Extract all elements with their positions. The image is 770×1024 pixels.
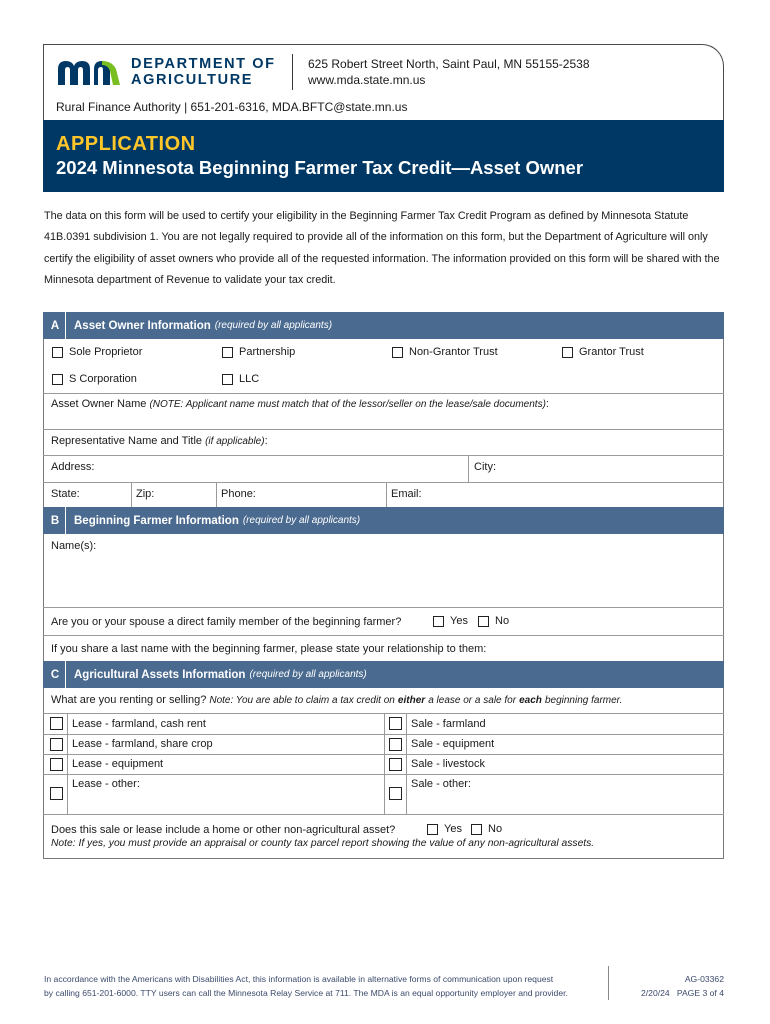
checkbox-partnership[interactable] [222, 346, 295, 358]
checkbox-lease-equipment[interactable] [50, 758, 63, 771]
address-street: 625 Robert Street North, Saint Paul, MN 55155-2538 [308, 57, 590, 71]
header-address [308, 56, 590, 88]
assets-question-text: What are you renting or selling? [51, 694, 207, 706]
rfa-contact: Rural Finance Authority | 651-201-6316, MDA.BFTC@state.mn.us [56, 100, 408, 114]
checkbox-label: Yes [444, 823, 462, 835]
checkbox-sole-proprietor[interactable] [52, 346, 142, 358]
divider [43, 482, 724, 483]
section-c-title: Agricultural Assets Information [74, 668, 246, 681]
checkbox-icon[interactable] [222, 347, 233, 358]
checkbox-s-corporation[interactable] [52, 373, 137, 385]
page-title: 2024 Minnesota Beginning Farmer Tax Credit—Asset Owner [56, 157, 584, 178]
checkbox-icon[interactable] [471, 824, 482, 835]
owner-name-label[interactable] [51, 398, 549, 410]
mda-logo [56, 56, 276, 88]
section-a-header [43, 312, 724, 339]
checkbox-label: Sole Proprietor [69, 346, 143, 358]
footer-date: 2/20/24 [641, 988, 670, 998]
divider [468, 455, 469, 482]
representative-text: Representative Name and Title [51, 435, 203, 447]
section-a-note: (required by all applicants) [214, 320, 333, 331]
checkbox-sale-livestock[interactable] [389, 758, 402, 771]
lease-share-crop-label: Lease - farmland, share crop [72, 738, 213, 750]
assets-question-either: either [397, 695, 426, 706]
state-field[interactable]: State: [51, 488, 80, 500]
relationship-field[interactable]: If you share a last name with the beginning farmer, please state your relationship to them: [51, 643, 487, 655]
divider [384, 713, 385, 814]
owner-name-text: Asset Owner Name [51, 398, 147, 410]
checkbox-family-no[interactable] [478, 615, 509, 627]
divider [43, 814, 724, 815]
logo-line-1: DEPARTMENT OF [131, 56, 276, 72]
assets-question-note-3: beginning farmer. [544, 695, 623, 706]
sale-farmland-label: Sale - farmland [411, 718, 486, 730]
divider [406, 713, 407, 814]
checkbox-sale-farmland[interactable] [389, 717, 402, 730]
title-band [43, 120, 724, 192]
representative-suffix: : [264, 435, 268, 447]
divider [131, 482, 132, 507]
checkbox-icon[interactable] [52, 347, 63, 358]
checkbox-icon[interactable] [52, 374, 63, 385]
checkbox-sale-other[interactable] [389, 787, 402, 800]
logo-divider [292, 54, 293, 90]
checkbox-home-no[interactable] [471, 823, 502, 835]
checkbox-icon[interactable] [392, 347, 403, 358]
section-a-letter: A [50, 319, 60, 332]
lease-equipment-label: Lease - equipment [72, 758, 164, 770]
divider [43, 393, 724, 394]
lease-cash-rent-label: Lease - farmland, cash rent [72, 718, 206, 730]
divider [43, 607, 724, 608]
sale-livestock-label: Sale - livestock [411, 758, 485, 770]
checkbox-family-yes[interactable] [433, 615, 468, 627]
section-c-separator [65, 661, 66, 688]
divider [216, 482, 217, 507]
section-c-letter: C [50, 668, 60, 681]
application-label: APPLICATION [56, 133, 196, 155]
divider [43, 635, 724, 636]
address-website[interactable]: www.mda.state.mn.us [308, 73, 426, 87]
footer-form-info [641, 972, 724, 1000]
checkbox-label: No [495, 615, 510, 627]
family-question: Are you or your spouse a direct family member of the beginning farmer? [51, 616, 402, 628]
section-b-header [43, 507, 724, 534]
mn-logo-icon [56, 57, 122, 87]
checkbox-icon[interactable] [222, 374, 233, 385]
owner-name-suffix: : [545, 398, 549, 410]
section-c-header [43, 661, 724, 688]
divider [43, 455, 724, 456]
lease-other-field[interactable]: Lease - other: [72, 778, 140, 790]
checkbox-lease-other[interactable] [50, 787, 63, 800]
section-a-title: Asset Owner Information [74, 319, 211, 332]
representative-note: (if applicable) [205, 436, 265, 447]
footer-divider [608, 966, 609, 1000]
checkbox-icon[interactable] [427, 824, 438, 835]
divider [67, 713, 68, 814]
assets-question [51, 694, 622, 706]
footer-page-number: PAGE 3 of 4 [676, 988, 724, 998]
checkbox-sale-equipment[interactable] [389, 738, 402, 751]
checkbox-lease-share-crop[interactable] [50, 738, 63, 751]
footer-date-page [641, 986, 724, 1000]
footer-line-2: by calling 651-201-6000. TTY users can call the Minnesota Relay Service at 711. The MDA is an equal opportunity employer and provider. [44, 988, 568, 998]
city-field[interactable]: City: [474, 461, 496, 473]
divider [386, 482, 387, 507]
checkbox-label: No [488, 823, 503, 835]
assets-question-note-1: Note: You are able to claim a tax credit on [209, 695, 395, 706]
footer-ada-notice [44, 972, 568, 1000]
names-field[interactable]: Name(s): [51, 540, 97, 552]
home-note: Note: If yes, you must provide an appraisal or county tax parcel report showing the value of any non-agricultural assets. [51, 838, 595, 849]
checkbox-label: Non-Grantor Trust [409, 346, 498, 358]
checkbox-label: Yes [450, 615, 468, 627]
zip-field[interactable]: Zip: [136, 488, 155, 500]
checkbox-icon[interactable] [562, 347, 573, 358]
section-b-title: Beginning Farmer Information [74, 514, 239, 527]
home-question: Does this sale or lease include a home or other non-agricultural asset? [51, 824, 396, 836]
checkbox-label: LLC [239, 373, 260, 385]
sale-equipment-label: Sale - equipment [411, 738, 495, 750]
section-a-separator [65, 312, 66, 339]
checkbox-lease-cash-rent[interactable] [50, 717, 63, 730]
email-field[interactable]: Email: [391, 488, 422, 500]
checkbox-label: Grantor Trust [579, 346, 644, 358]
section-b-note: (required by all applicants) [242, 515, 361, 526]
checkbox-label: S Corporation [69, 373, 137, 385]
checkbox-icon[interactable] [478, 616, 489, 627]
owner-name-note: (NOTE: Applicant name must match that of the lessor/seller on the lease/sale documents) [149, 399, 546, 410]
representative-label[interactable] [51, 435, 268, 447]
divider [43, 429, 724, 430]
phone-field[interactable]: Phone: [221, 488, 256, 500]
logo-wordmark [131, 56, 276, 88]
logo-line-2: AGRICULTURE [131, 72, 254, 88]
checkbox-label: Partnership [239, 346, 296, 358]
assets-question-each: each [519, 695, 542, 706]
checkbox-home-yes[interactable] [427, 823, 462, 835]
section-b-letter: B [50, 514, 60, 527]
footer-line-1: In accordance with the Americans with Disabilities Act, this information is available in alternative forms of communication upon request [44, 974, 554, 984]
checkbox-llc[interactable] [222, 373, 259, 385]
section-b-separator [65, 507, 66, 534]
intro-paragraph: The data on this form will be used to certify your eligibility in the Beginning Farmer Tax Credit Program as defined by Minnesota Statute 41B.0391 subdivision 1. You are not legally required to provide all of the information on this form, but the Department of Agriculture will only certify the eligibility of asset owners who provide all of the requested information. The information provided on this form will be shared with the Minnesota department of Revenue to validate your tax credit. [44, 210, 720, 286]
footer-form-id: AG-03362 [684, 974, 724, 984]
address-field[interactable]: Address: [51, 461, 95, 473]
assets-question-note-2: a lease or a sale for [428, 695, 517, 706]
checkbox-icon[interactable] [433, 616, 444, 627]
section-c-note: (required by all applicants) [249, 669, 367, 680]
sale-other-field[interactable]: Sale - other: [411, 778, 471, 790]
checkbox-non-grantor-trust[interactable] [392, 346, 498, 358]
checkbox-grantor-trust[interactable] [562, 346, 644, 358]
